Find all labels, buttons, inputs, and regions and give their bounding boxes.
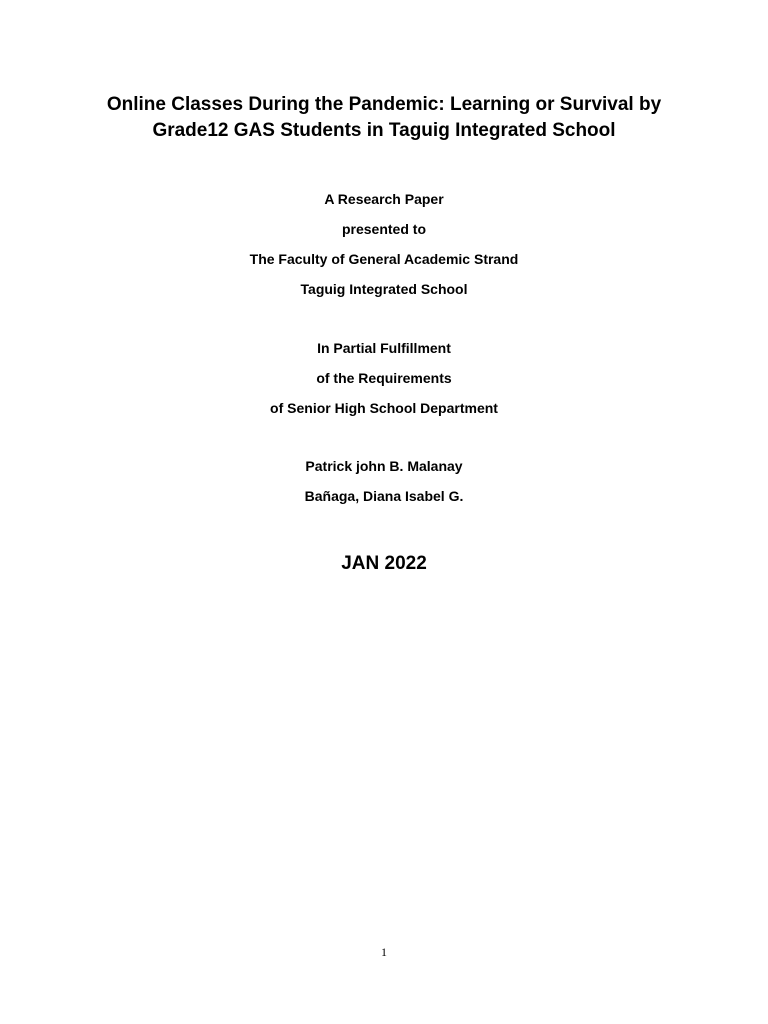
submission-line-research-paper: A Research Paper xyxy=(324,191,444,207)
fulfillment-line-department: of Senior High School Department xyxy=(270,400,498,416)
paper-title-line-2: Grade12 GAS Students in Taguig Integrated School xyxy=(152,120,616,141)
submission-line-school: Taguig Integrated School xyxy=(300,281,468,297)
author-name: Bañaga, Diana Isabel G. xyxy=(304,488,464,504)
page-number: 1 xyxy=(381,945,387,959)
submission-line-presented-to: presented to xyxy=(341,221,426,237)
submission-date: JAN 2022 xyxy=(341,553,427,574)
author-name: Patrick john B. Malanay xyxy=(305,458,463,474)
fulfillment-line-requirements: of the Requirements xyxy=(316,370,452,386)
paper-title xyxy=(40,92,728,144)
fulfillment-line-partial: In Partial Fulfillment xyxy=(317,340,451,356)
submission-line-faculty: The Faculty of General Academic Strand xyxy=(249,251,519,267)
paper-title-line-1: Online Classes During the Pandemic: Learning or Survival by xyxy=(106,94,662,115)
